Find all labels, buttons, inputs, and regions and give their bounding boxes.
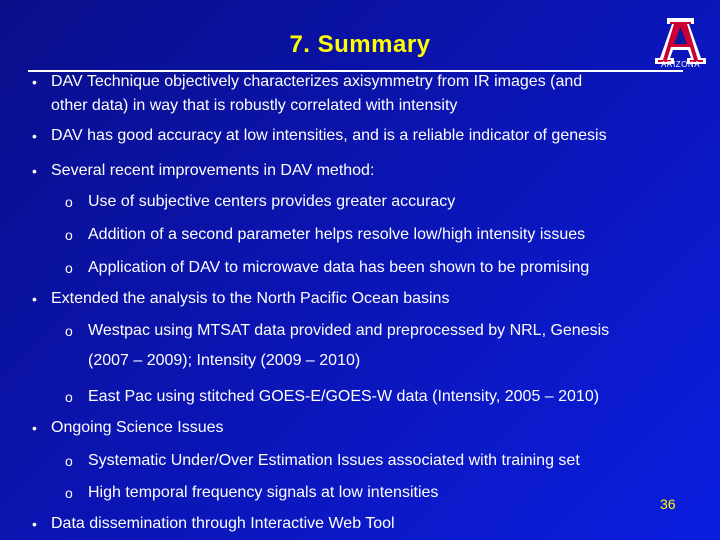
subbullet-marker: o (65, 227, 73, 243)
bullet-text-continued: other data) in way that is robustly correlated with intensity (51, 97, 458, 114)
bullet-text: Ongoing Science Issues (51, 419, 224, 436)
subbullet-marker: o (65, 485, 73, 501)
bullet-text: DAV has good accuracy at low intensities, and is a reliable indicator of genesis (51, 127, 607, 144)
bullet-text: Data dissemination through Interactive Web Tool (51, 515, 395, 532)
bullet-marker: • (32, 163, 37, 179)
bullet-text: Extended the analysis to the North Pacific Ocean basins (51, 290, 450, 307)
subbullet-marker: o (65, 323, 73, 339)
bullet-marker: • (32, 74, 37, 90)
subbullet-marker: o (65, 260, 73, 276)
bullet-marker: • (32, 516, 37, 532)
logo-wordmark: ARIZONA (660, 60, 701, 69)
bullet-marker: • (32, 291, 37, 307)
subbullet-text: Application of DAV to microwave data has been shown to be promising (88, 259, 590, 276)
bullet-marker: • (32, 420, 37, 436)
subbullet-text: Addition of a second parameter helps resolve low/high intensity issues (88, 226, 586, 243)
bullet-text: Several recent improvements in DAV method: (51, 162, 375, 179)
subbullet-text: East Pac using stitched GOES-E/GOES-W data (Intensity, 2005 – 2010) (88, 388, 600, 405)
subbullet-marker: o (65, 194, 73, 210)
subbullet-text: Use of subjective centers provides greater accuracy (88, 193, 456, 210)
page-number: 36 (660, 496, 676, 512)
bullet-marker: • (32, 128, 37, 144)
subbullet-text-continued: (2007 – 2009); Intensity (2009 – 2010) (88, 352, 361, 369)
subbullet-marker: o (65, 453, 73, 469)
bullet-text: DAV Technique objectively characterizes axisymmetry from IR images (and (51, 73, 583, 90)
subbullet-marker: o (65, 389, 73, 405)
subbullet-text: Systematic Under/Over Estimation Issues associated with training set (88, 452, 580, 469)
subbullet-text: Westpac using MTSAT data provided and preprocessed by NRL, Genesis (88, 322, 610, 339)
slide-title: 7. Summary (289, 31, 431, 58)
subbullet-text: High temporal frequency signals at low intensities (88, 484, 439, 501)
